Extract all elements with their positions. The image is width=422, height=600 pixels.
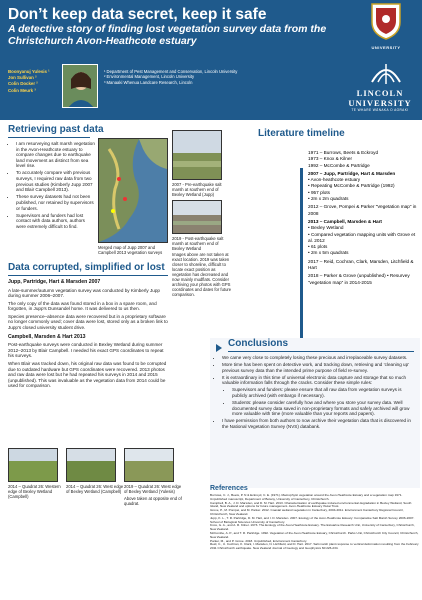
lincoln-emblem-icon: [368, 60, 404, 86]
divider: [228, 351, 414, 352]
list-item: • It is extraordinary in this time of universal electronic data capture and storage that so much valuable information falls through the cracks. Consider these simple rules:: [222, 375, 416, 386]
list-item: • We came very close to completely losing these precious and irreplaceable survey datasets.: [222, 355, 416, 361]
poster-subtitle: A detective story of finding lost vegetation survey data from the Christchurch Avon-Heathcote estuary: [8, 23, 327, 47]
reference-item: Knox, G. A., and A. R. Kilner. 1973. The Ecology of the Avon-Heathcote Estuary. The Estuarine Research Unit, University of Canterbury, Christchurch, New Zealand.: [210, 523, 415, 532]
photo-note: Images above are not taken at exact location. 2019 was taken closer to shoreline, difficult to locate exact position as vegetation has decreased and now mainly mudflats. Consider archiving your photos with GPS coordinates and dates for future comparison.: [172, 252, 232, 297]
list-item: • Supervisors and funders had lost contact with data authors, authors were extremely difficult to find.: [16, 213, 96, 230]
timeline-entry: • Repeating McCombe & Partridge (1992): [308, 183, 395, 189]
section-heading: References: [210, 485, 248, 492]
timeline-entry: 2013 – Campbell, Marsden & Hart: [308, 218, 382, 224]
photo-2019-quadrat: [124, 448, 174, 482]
timeline-list: [308, 150, 420, 286]
list-item: • Supervisors and funders: please ensure that all raw data from vegetation surveys is publicly archived (with embargo if necessary).: [232, 387, 416, 398]
photo-2019-marsh: [172, 200, 222, 234]
reference-item: Burrows, C. J., Beets, P. N & Eckroyd, C. E. (1971). Macrophytic vegetation around the Avon-Heathcote Estuary and a vegetation map 1971. Unpublished manuscript, Department of Botany, University of Canterbury, Christchurch.: [210, 493, 403, 501]
lincoln-tagline: TE WHARE WĀNAKA O AORAKI: [351, 108, 409, 112]
author-name: Colin Docker ²: [8, 81, 38, 87]
bullet-list: [8, 141, 96, 229]
divider: [8, 137, 90, 138]
subheading: Campbell, Marsden & Hart 2013: [8, 333, 86, 340]
photo-2014-quadrat-a: [8, 448, 58, 482]
affiliation: ³ Manaaki Whenua Landcare Research, Lincoln: [104, 79, 193, 85]
vegetation-map: [98, 138, 168, 243]
photo-caption: 2019 – Quadrat 26: West edge of Bexley Wetland (Yulesis): [124, 484, 182, 494]
lincoln-logo: [340, 88, 420, 112]
list-item: • More time has been spent on detective work, and tracking down, retrieving and ‘cleaning up’ previous survey data than the intended prime purpose of field re-survey.: [222, 362, 416, 373]
reference-item: Grove, P., M. Pompei, and M. Parker. 2012. Coastal wetland vegetation in Canterbury, 2004-2011. Environment Canterbury Regional Council, Christchurch, New Zealand.: [210, 508, 404, 516]
author-name: Boonyanuj Yulesis ¹: [8, 69, 50, 74]
photo-caption: 2007 - Pre-earthquake salt marsh at southern end of Bexley Wetland (Jupp): [172, 182, 222, 197]
photo-caption: 2019 - Post-earthquake salt marsh at southern end of Bexley Wetland: [172, 236, 224, 251]
timeline-entry: 1973 – Knox & Kilner: [308, 156, 353, 162]
photo-note: Above taken at opposite end of quadrat.: [124, 496, 182, 506]
reference-item: Reid, C., U. Cochran, K. Clark, I. Marsden, N. Litchfield, and D. Hart. 2017. Salt marsh plant response to vertical deformation resulting from the February 2011 Christchurch earthquake. New Zealand Journal of Geology and Geophysics 60:226-234.: [210, 542, 419, 551]
chevron-right-icon: [214, 340, 224, 350]
photo-2007-marsh: [172, 130, 222, 180]
timeline-entry: 2017 – Reid, Cochran, Clark, Marsden, Litchfield & Hart: [308, 258, 414, 271]
conclusions-body: [214, 355, 416, 431]
photo-2014-quadrat-b: [66, 448, 116, 482]
list-item: • I am resurveying salt marsh vegetation in the Avon-Heathcote estuary to compare changes due to earthquake land movement as distinct from sea level rise.: [16, 141, 96, 169]
sub-bullet-list: [214, 387, 416, 416]
author-list: [8, 69, 60, 94]
paragraph: Post-earthquake surveys were conducted in Bexley Wetland during summer 2012–2013 by Blair Campbell. I needed his exact GPS coordinates to repeat his surveys.: [8, 342, 164, 359]
divider: [8, 275, 168, 276]
timeline-entry: 2007 – Jupp, Partridge, Hart & Marsden: [308, 170, 396, 176]
map-caption: Merged map of Jupp 2007 and Campbell 2013 vegetation surveys: [98, 245, 163, 255]
bullet-list: [214, 355, 416, 386]
list-item: • These survey datasets had not been published, nor retained by supervisors or funders.: [16, 194, 96, 211]
reference-item: Campbell, B. A., J. D. Marsden, and D. M. Hart. 2013. Characterisation of earthquake induced environmental degradation in Bexley Wetland, South Island, New Zealand and options for future management. Avon-Heathcote Estuary Ihutai Trust.: [210, 500, 412, 509]
timeline-entry: • Bexley Wetland: [308, 225, 344, 231]
shield-crest-icon: [370, 2, 402, 40]
conclusions-section: [210, 338, 420, 488]
poster-header: [0, 0, 422, 120]
timeline-entry: • 61 plots: [308, 244, 328, 250]
timeline-entry: • 2m x 2m quadrats: [308, 196, 349, 202]
subheading: Jupp, Partridge, Hart & Marsden 2007: [8, 279, 101, 285]
author-name: Jon Sullivan ²: [8, 75, 37, 81]
affiliation: ¹ Department of Pest Management and Conservation, Lincoln University: [104, 69, 238, 74]
author-photo: [62, 64, 98, 108]
author-name: Colin Meurk ³: [8, 87, 36, 93]
section-heading: Literature timeline: [258, 128, 345, 139]
lincoln-name: LINCOLN UNIVERSITY: [348, 88, 412, 108]
corrupted-section: [8, 262, 168, 389]
poster-title: Don’t keep data secret, keep it safe: [8, 6, 267, 23]
timeline-entry: 2018 – Parker & Grove (unpublished) • Resurvey “vegetation map” in 2014-2015: [308, 273, 410, 285]
timeline-entry: 1971 – Burrows, Beets & Eckroyd: [308, 150, 379, 155]
timeline-entry: 1992 – McCombe & Partridge: [308, 162, 370, 168]
paragraph: Species presence–absence data were recovered but in a proprietary software no longer commonly used; cover data were lost, stored only as a broken link to Jupp’s closed university student drive.: [8, 313, 168, 331]
reference-item: Jupp, K. L., T. R. Partridge, D. M. Hart, and I. D. Marsden. 2007. Ecology of the Avon-Heathcote Estuary: Comparative Salt Marsh Survey 2006-2007. School of Biological Sciences University of Canterbury.: [210, 515, 415, 524]
paragraph: The only copy of the data was found stored in a box in a spare room, and forgotten, in Jupp’s Dunsandel home. It was delivered to us then.: [8, 300, 157, 312]
timeline-entry: • Compared vegetation mapping units with Grove et al. 2012: [308, 231, 416, 243]
paragraph: A late-summer/autumn vegetation survey was conducted by Kimberly Jupp during summer 2006–2007.: [8, 287, 160, 299]
timeline-line: [300, 168, 303, 338]
uc-logo: [354, 2, 418, 52]
list-item: • Students: please consider carefully how and where you store your survey data. Well documented survey data saved in non-proprietary formats and safely archived will grow more valuable with time (more valuable than your reports and papers).: [232, 400, 416, 417]
paragraph: When Blair was tracked down, his original raw data was found to be corrupted due to outdated hardware but GPS coordinates were recovered. 2013 photos and raw data were lost but he had repeated his surveys in 2014 and 2015 (unpublished). This was invaluable as the vegetation data from 2014 could be used for comparison.: [8, 360, 167, 389]
affiliation: ² Environmental Management, Lincoln University: [104, 74, 195, 80]
timeline-entry: 2012 – Grove, Pompei & Parker “Vegetation map” in 2008: [308, 204, 417, 216]
timeline-entry: • Avon-heathcote estuary: [308, 177, 361, 183]
reference-item: Parker, M., and P. Grove. 2018. Unpublished, Environment Canterbury.: [210, 538, 308, 543]
uc-logo-text: UNIVERSITY: [371, 45, 401, 50]
photo-caption: 2014 – Quadrat 26: Western edge of Bexley Wetland (Campbell): [8, 484, 61, 499]
list-item: • To accurately compare with previous surveys, I required raw data from two previous studies (Kimberly Jupp 2007 and Blair Campbell 2013).: [16, 170, 96, 192]
list-item: • I have permission from both authors to now archive their vegetation data that is discovered in the National Vegetation Survey (NVS) databank.: [222, 418, 416, 429]
section-heading: Conclusions: [228, 338, 289, 349]
photo-caption: 2014 – Quadrat 26: West edge of Bexley Wetland (Campbell): [66, 484, 124, 494]
timeline-entry: • 957 plots: [308, 189, 330, 195]
section-heading: Data corrupted, simplified or lost: [8, 262, 165, 273]
section-heading: Retrieving past data: [8, 124, 104, 135]
reference-item: McCombe, A. P., and T. R. Partridge. 1992. Vegetation of the Avon-Heathcote Estuary, Christchurch. Parks Unit, Christchurch City Council, Christchurch, New Zealand.: [210, 530, 419, 539]
affiliations: [104, 69, 304, 85]
bullet-list: [214, 418, 416, 429]
reference-list: [210, 494, 420, 551]
timeline-entry: • 2m x 5m quadrats: [308, 250, 349, 256]
